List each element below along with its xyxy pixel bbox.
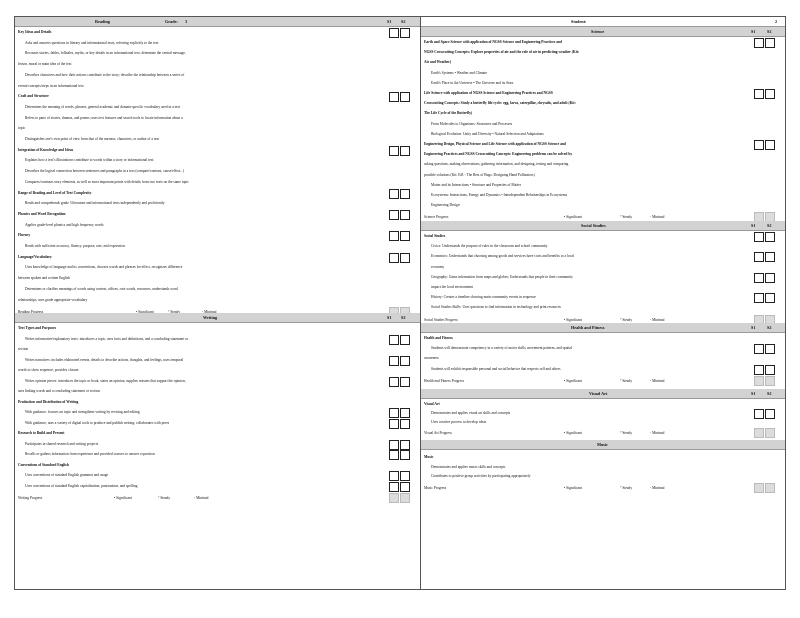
science-line: Biological Evolution: Unity and Diversity • Natural Selection and Adaptations — [431, 131, 544, 136]
reading-line: Refers to parts of stories, dramas, and poems; uses text features and search tools to locate information about a — [25, 115, 183, 120]
music-line: Demonstrates and applies music skills and concepts — [431, 464, 506, 469]
writing-line: Uses conventions of standard English grammar and usage — [25, 473, 109, 477]
key-steady: ° Steady — [620, 485, 633, 490]
writing-line: Text Types and Purposes — [18, 326, 56, 330]
standard-grade-boxes — [753, 293, 775, 311]
music-line: Music — [424, 455, 434, 459]
grade-box-s1[interactable] — [389, 189, 399, 199]
s1-label: S1 — [387, 19, 392, 24]
grade-box-s2[interactable] — [400, 471, 410, 481]
reading-line: Determines or clarifies meanings of words using context, affixes, root words, resources, understands word — [25, 286, 178, 291]
grade-box-s2[interactable] — [400, 493, 410, 503]
science-section — [421, 37, 785, 221]
standard-grade-boxes — [388, 335, 410, 353]
science-line: Ecosystems: Interactions, Energy and Dynamics • Interdependent Relationships in Ecosystems — [431, 193, 568, 197]
grade-box-s1[interactable] — [754, 273, 764, 283]
science-line: Engineering Practices and NGSS Crosscutting Concepts: Engineering problems can be solved by — [424, 152, 573, 157]
key-significant: • Significant — [564, 317, 582, 322]
standard-grade-boxes — [388, 189, 410, 207]
writing-header — [15, 313, 420, 323]
visual-art-title: Visual Art — [589, 391, 608, 396]
reading-line: Language/Vocabulary — [18, 254, 52, 259]
science-header — [421, 27, 785, 37]
standard-grade-boxes — [753, 252, 775, 270]
standard-grade-boxes — [388, 92, 410, 110]
standard-grade-boxes — [388, 377, 410, 395]
left-column — [15, 17, 421, 589]
grade-box-s1[interactable] — [389, 356, 399, 366]
grade-box-s2[interactable] — [765, 273, 775, 283]
s1-label: S1 — [751, 29, 756, 34]
key-steady: ° Steady — [620, 431, 633, 435]
grade-box-s1[interactable] — [754, 232, 764, 242]
grade-box-s2[interactable] — [400, 335, 410, 345]
reading-line: Compares/contrasts story elements, as well as most important points with details from two texts on the same topic — [25, 179, 189, 184]
grade-box-s1[interactable] — [389, 471, 399, 481]
reading-line: between spoken and written English — [18, 276, 71, 281]
writing-line: words to show sequence, provides closure — [18, 368, 79, 372]
writing-line: Writes opinion pieces: introduces the topic or book, states an opinion, supplies reasons that support the opinion, — [25, 378, 186, 383]
reading-line: Reads and comprehends grade 3 literature and informational texts independently and proficiently — [25, 201, 165, 206]
key-progress: Health and Fitness Progress — [424, 378, 465, 383]
health-fitness-section — [421, 333, 785, 389]
standard-grade-boxes — [388, 253, 410, 271]
reading-line: Describes the logical connection between sentences and paragraphs in a text (compare/contrast, cause/effect...) — [25, 169, 185, 174]
grade-box-s2[interactable] — [400, 408, 410, 418]
grade-box-s1[interactable] — [389, 253, 399, 263]
grade-box-s2[interactable] — [765, 409, 775, 419]
key-significant: • Significant — [564, 215, 582, 220]
social-studies-title: Social Studies — [581, 223, 606, 228]
reading-line: Asks and answers questions in literary and informational texts, referring explicitly to the text — [25, 40, 159, 45]
grade-box-s2[interactable] — [400, 440, 410, 450]
reading-line: events/concepts/steps in an informational text — [18, 83, 84, 88]
grade-box-s1[interactable] — [754, 89, 764, 99]
grade-box-s2[interactable] — [400, 482, 410, 492]
key-steady: ° Steady — [620, 317, 633, 322]
key-minimal: - Minimal — [650, 431, 665, 435]
key-progress: Social Studies Progress — [424, 317, 458, 322]
social-studies-line: economy — [431, 264, 445, 269]
key-steady: ° Steady — [620, 378, 633, 383]
writing-line: Writes narratives: includes elaborated events, details to describe actions, thoughts, and feelings, uses temporal — [25, 357, 184, 362]
s2-label: S2 — [767, 325, 772, 330]
standard-grade-boxes — [388, 419, 410, 437]
standard-grade-boxes — [388, 28, 410, 46]
science-line: Earth's Systems • Weather and Climate — [431, 70, 487, 75]
grade-box-s2[interactable] — [765, 89, 775, 99]
grade-box-s1[interactable] — [389, 28, 399, 38]
social-studies-section — [421, 231, 785, 323]
writing-line: section — [18, 347, 29, 351]
science-line: Life Science with application of NGSS Science and Engineering Practices and NGSS — [424, 91, 553, 95]
grade-box-s1[interactable] — [754, 252, 764, 262]
health-fitness-line: awareness — [424, 356, 439, 361]
standard-grade-boxes — [753, 38, 775, 56]
grade-label: Grade: — [165, 19, 178, 24]
music-line: Contributes to positive group activities by participating appropriately — [431, 474, 531, 478]
grade-box-s1[interactable] — [389, 419, 399, 429]
music-title: Music — [597, 442, 608, 447]
grade-box-s1[interactable] — [754, 409, 764, 419]
key-significant: • Significant — [564, 378, 582, 383]
reading-line: relationships, uses grade appropriate vocabulary — [18, 297, 88, 302]
grade-box-s2[interactable] — [765, 365, 775, 375]
progress-grade-boxes — [753, 483, 775, 501]
reading-line: Determines the meaning of words, phrases, general academic and domain-specific vocabulary used in a text — [25, 104, 181, 109]
grade-box-s2[interactable] — [765, 232, 775, 242]
s2-label: S2 — [401, 315, 406, 320]
key-steady: ° Steady — [620, 215, 633, 220]
grade-box-s1[interactable] — [389, 92, 399, 102]
grade-box-s2[interactable] — [765, 483, 775, 493]
standard-grade-boxes — [388, 231, 410, 249]
reading-section — [15, 27, 420, 313]
grade-box-s2[interactable] — [765, 293, 775, 303]
standard-grade-boxes — [753, 232, 775, 250]
grade-box-s1[interactable] — [754, 376, 764, 386]
grade-box-s2[interactable] — [765, 428, 775, 438]
page-number: 2 — [775, 19, 778, 24]
grade-value: 3 — [185, 19, 188, 24]
key-significant: • Significant — [114, 496, 132, 500]
science-line: Engineering Design, Physical Science and Life Science with application of NGSS Science and — [424, 142, 566, 146]
health-fitness-line: Students will demonstrate competency in a variety of motor skills, movement patterns, and spatial — [431, 346, 573, 351]
grade-box-s2[interactable] — [400, 253, 410, 263]
grade-box-s1[interactable] — [754, 344, 764, 354]
health-fitness-title: Health and Fitness — [571, 325, 605, 330]
grade-box-s1[interactable] — [754, 365, 764, 375]
visual-art-header — [421, 389, 785, 399]
writing-line: Participates in shared research and writing projects — [25, 441, 99, 446]
s2-label: S2 — [767, 223, 772, 228]
writing-line: Conventions of Standard English — [18, 462, 69, 467]
grade-box-s2[interactable] — [765, 38, 775, 48]
grade-box-s1[interactable] — [389, 450, 399, 460]
grade-box-s2[interactable] — [400, 377, 410, 387]
reading-line: lesson, moral or main idea of the text — [18, 62, 72, 67]
key-minimal: - Minimal — [650, 485, 665, 490]
grade-box-s2[interactable] — [400, 210, 410, 220]
reading-line: Integration of Knowledge and Ideas — [18, 147, 74, 152]
music-section — [421, 450, 785, 510]
right-column — [421, 17, 785, 589]
reading-line: Craft and Structure — [18, 94, 49, 99]
grade-box-s1[interactable] — [754, 140, 764, 150]
social-studies-line: Geography: Gains information from maps and globes; Understands that people in their community — [431, 274, 573, 279]
science-line: Earth's Place in the Universe • The Universe and its Stars — [431, 80, 514, 85]
grade-box-s2[interactable] — [765, 344, 775, 354]
social-studies-header — [421, 221, 785, 231]
reading-line: Applies grade-level phonics and high frequency words — [25, 222, 104, 227]
grade-box-s1[interactable] — [754, 428, 764, 438]
science-line: asking questions, making observations, gathering information, and designing, testing and comparing — [424, 162, 569, 167]
progress-grade-boxes — [388, 493, 410, 511]
key-significant: • Significant — [564, 431, 582, 435]
student-label: Student: — [571, 19, 587, 24]
music-header — [421, 440, 785, 450]
grade-box-s1[interactable] — [754, 483, 764, 493]
writing-section — [15, 323, 420, 503]
grade-box-s1[interactable] — [389, 482, 399, 492]
writing-line: With guidance, uses a variety of digital tools to produce and publish writing; collaborates with peers — [25, 420, 170, 425]
reading-line: Phonics and Word Recognition — [18, 211, 66, 216]
writing-line: Uses conventions of standard English capitalization, punctuation, and spelling — [25, 483, 138, 488]
science-line: Matter and its Interactions • Structure and Properties of Matter — [431, 182, 521, 187]
reading-line: Reads with sufficient accuracy, fluency, purpose, rate, and expression — [25, 244, 125, 248]
grade-box-s2[interactable] — [400, 189, 410, 199]
social-studies-line: impact the local environment — [431, 285, 474, 289]
reading-line: topic — [18, 126, 26, 131]
grade-box-s1[interactable] — [389, 146, 399, 156]
writing-line: Recalls or gathers information from experience and provided sources to answer a question — [25, 452, 155, 456]
key-significant: • Significant — [564, 485, 582, 490]
science-line: Engineering Design — [431, 203, 460, 208]
s1-label: S1 — [751, 391, 756, 396]
key-progress: Visual Art Progress — [424, 431, 452, 435]
s1-label: S1 — [751, 223, 756, 228]
standard-grade-boxes — [753, 344, 775, 362]
writing-line: Writes informative/explanatory texts: introduces a topic, uses facts and definitions, and a concluding statement or — [25, 336, 189, 341]
reading-header — [15, 17, 420, 27]
reading-line: Range of Reading and Level of Text Complexity — [18, 190, 92, 195]
visual-art-section — [421, 399, 785, 440]
social-studies-line: Civics: Understands the purpose of rules in the classroom and school community — [431, 244, 548, 249]
health-fitness-header — [421, 323, 785, 333]
science-line: The Life Cycle of the Butterfly) — [424, 111, 473, 116]
s2-label: S2 — [767, 391, 772, 396]
reading-line: Describes characters and how their actions contribute to the story; describe the relationship between a series of — [25, 72, 185, 77]
key-minimal: - Minimal — [650, 215, 665, 220]
s1-label: S1 — [387, 315, 392, 320]
writing-title: Writing — [203, 315, 218, 320]
grade-box-s2[interactable] — [765, 252, 775, 262]
social-studies-line: Social Studies Skills: Uses questions to find information in technology and print resources — [431, 305, 561, 310]
student-header — [421, 17, 785, 27]
writing-line: Research to Build and Present — [18, 431, 65, 435]
grade-box-s2[interactable] — [400, 419, 410, 429]
standard-grade-boxes — [388, 146, 410, 164]
key-steady: ° Steady — [158, 496, 171, 500]
social-studies-line: Social Studies — [424, 234, 446, 238]
grade-box-s1[interactable] — [754, 293, 764, 303]
science-line: From Molecules to Organisms: Structures and Processes — [431, 121, 513, 126]
standard-grade-boxes — [753, 273, 775, 291]
grade-box-s2[interactable] — [400, 231, 410, 241]
science-title: Science — [591, 29, 605, 34]
social-studies-line: History: Creates a timeline showing main community events in sequence — [431, 295, 536, 300]
s1-label: S1 — [751, 325, 756, 330]
grade-box-s2[interactable] — [765, 376, 775, 386]
grade-box-s2[interactable] — [400, 356, 410, 366]
grade-box-s1[interactable] — [389, 335, 399, 345]
reading-line: Uses knowledge of language and its conventions, chooses words and phrases for effect, recognizes difference — [25, 265, 183, 270]
grade-box-s1[interactable] — [389, 408, 399, 418]
key-minimal: - Minimal — [194, 496, 209, 500]
grade-box-s1[interactable] — [389, 231, 399, 241]
reading-line: Key Ideas and Details — [18, 30, 52, 34]
social-studies-line: Economics: Understands that choosing among goods and services have costs and benefits to a local — [431, 254, 574, 259]
writing-line: uses linking words and a concluding statement or section — [18, 389, 101, 393]
grade-box-s1[interactable] — [389, 440, 399, 450]
visual-art-line: Demonstrates and applies visual art skills and concepts — [431, 411, 511, 415]
writing-line: With guidance, focuses on topic and strengthens writing by revising and editing — [25, 410, 140, 414]
visual-art-line: Uses creative process to develop ideas — [431, 420, 487, 424]
standard-grade-boxes — [388, 450, 410, 468]
grade-box-s1[interactable] — [389, 493, 399, 503]
health-fitness-line: Health and Fitness — [424, 336, 453, 340]
standard-grade-boxes — [753, 140, 775, 158]
science-line: Crosscutting Concepts: Study a butterfly life cycle: egg, larva, caterpillar, chrysalis, and adult (Kit: — [424, 101, 576, 106]
writing-line: Production and Distribution of Writing — [18, 399, 79, 404]
grade-box-s2[interactable] — [765, 140, 775, 150]
key-progress: Writing Progress — [18, 496, 43, 500]
key-progress: Science Progress — [424, 215, 449, 220]
key-minimal: - Minimal — [650, 317, 665, 322]
standard-grade-boxes — [753, 409, 775, 427]
s2-label: S2 — [767, 29, 772, 34]
reading-line: Fluency — [18, 233, 31, 238]
grade-box-s2[interactable] — [400, 92, 410, 102]
visual-art-line: Visual Art — [424, 402, 440, 406]
science-line: NGSS Crosscutting Concepts: Explore properties of air and the role of air in predicting weather (Kit: — [424, 50, 580, 55]
grade-box-s2[interactable] — [400, 146, 410, 156]
grade-box-s2[interactable] — [400, 450, 410, 460]
health-fitness-line: Students will exhibit responsible personal and social behavior that respects self and others — [431, 366, 561, 371]
science-line: Air and Weather) — [424, 60, 452, 65]
grade-box-s1[interactable] — [389, 210, 399, 220]
subject-label: Reading — [95, 19, 110, 24]
grade-box-s2[interactable] — [400, 28, 410, 38]
reading-line: Explains how a text's illustrations contribute to words within a story or informational text — [25, 158, 154, 163]
grade-box-s1[interactable] — [389, 377, 399, 387]
grade-box-s1[interactable] — [754, 38, 764, 48]
key-minimal: - Minimal — [650, 378, 665, 383]
report-card-sheet — [14, 16, 786, 590]
standard-grade-boxes — [388, 356, 410, 374]
reading-line: Distinguishes one's own point of view from that of the narrator, characters, or author of a text — [25, 137, 160, 141]
science-line: Earth and Space Science with application of NGSS Science and Engineering Practices and — [424, 40, 562, 44]
key-progress: Music Progress — [424, 485, 447, 490]
reading-line: Recounts stories, fables, folktales, myths, or key details in an informational text, determine the central message, — [25, 51, 186, 56]
science-line: possible solutions (Kit: EiE - The Best of Bugs: Designing Hand Pollinators) — [424, 172, 535, 177]
standard-grade-boxes — [753, 89, 775, 107]
standard-grade-boxes — [388, 210, 410, 228]
s2-label: S2 — [401, 19, 406, 24]
